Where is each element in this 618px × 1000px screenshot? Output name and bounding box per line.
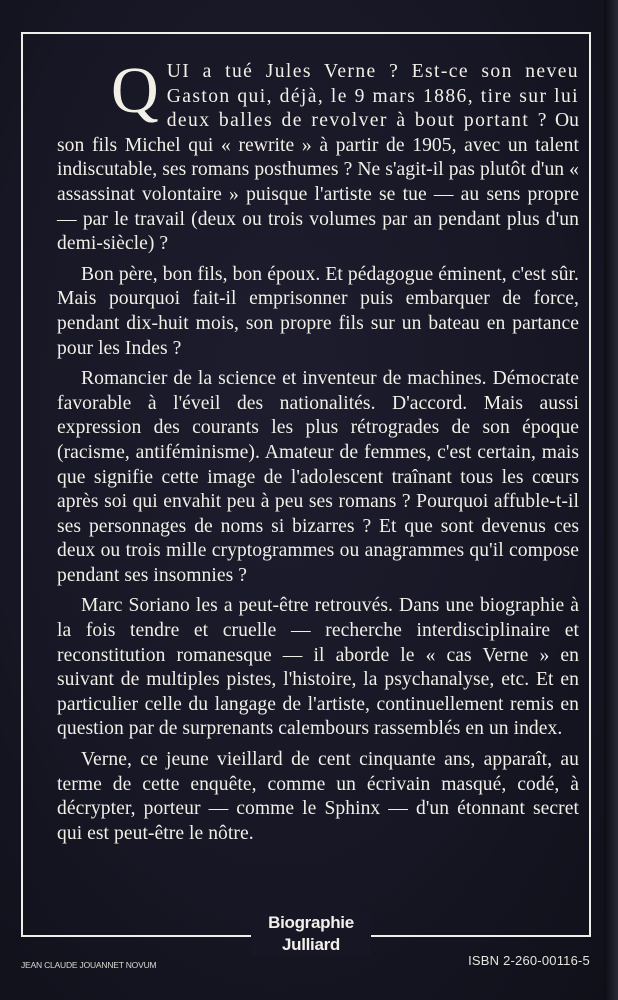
- publisher-name: Julliard: [281, 935, 341, 954]
- blurb-paragraph-3: Romancier de la science et inventeur de machines. Démocrate favorable à l'éveil des nationalités. D'accord. Mais aussi expression des courants les plus rétrogrades de son époque (racisme, antiféminisme). Amateur de femmes, c'est certain, mais que signifie cette image de l'adolescent traînant tous les cœurs après soi qui envahit peu à peu ses romans ? Pourquoi affuble-t-il ses personnages de noms si bizarres ? Et que sont devenus ces deux ou trois mille cryptogrammes ou anagrammes qu'il compose pendant ses insomnies ?: [57, 368, 579, 586]
- isbn-number: ISBN 2-260-00116-5: [468, 953, 590, 968]
- blurb-paragraph-4: Marc Soriano les a peut-être retrouvés. Dans une biographie à la fois tendre et cruelle — recherche interdisciplinaire et reconstitution romanesque — il aborde le « cas Verne » en suivant de multiples pistes, l'histoire, la psychanalyse, etc. Et en particulier celle du langage de l'artiste, continuellement remis en question par de surprenants calembours rassemblés en un index.: [57, 595, 579, 740]
- blurb-paragraph-2: Bon père, bon fils, bon époux. Et pédagogue éminent, c'est sûr. Mais pourquoi fait-il emprisonner puis embarquer de force, pendant dix-huit mois, son propre fils sur un bateau en partance pour les Indes ?: [57, 263, 579, 359]
- blurb-paragraph-1: [57, 54, 580, 257]
- blurb-paragraph-1-lead: UI a tué Jules Verne ? Est-ce son neveu Gaston qui, déjà, le 9 mars 1886, tire sur lui deux balles de revolver à bout portant ?: [166, 61, 579, 132]
- book-spine-edge: [604, 0, 618, 1000]
- blurb-text: [57, 54, 580, 852]
- series-label: Biographie: [268, 913, 354, 932]
- drop-cap: Q: [111, 54, 159, 127]
- blurb-paragraph-5: Verne, ce jeune vieillard de cent cinquante ans, apparaît, au terme de cette enquête, comme un écrivain masqué, codé, à décrypter, porteur — comme le Sphinx — d'un étonnant secret qui est peut-être le nôtre.: [57, 749, 579, 844]
- publisher-logo: [251, 912, 371, 956]
- cover-design-credit: JEAN CLAUDE JOUANNET NOVUM: [21, 960, 157, 970]
- blurb-paragraph-1-rest: Ou son fils Michel qui « rewrite » à partir de 1905, avec un talent indiscutable, ses romans posthumes ? Ne s'agit-il pas plutôt d'un « assassinat volontaire » puisque l'artiste se tue — au sens propre — par le travail (deux ou trois volumes par an pendant plus d'un demi-siècle) ?: [57, 110, 580, 255]
